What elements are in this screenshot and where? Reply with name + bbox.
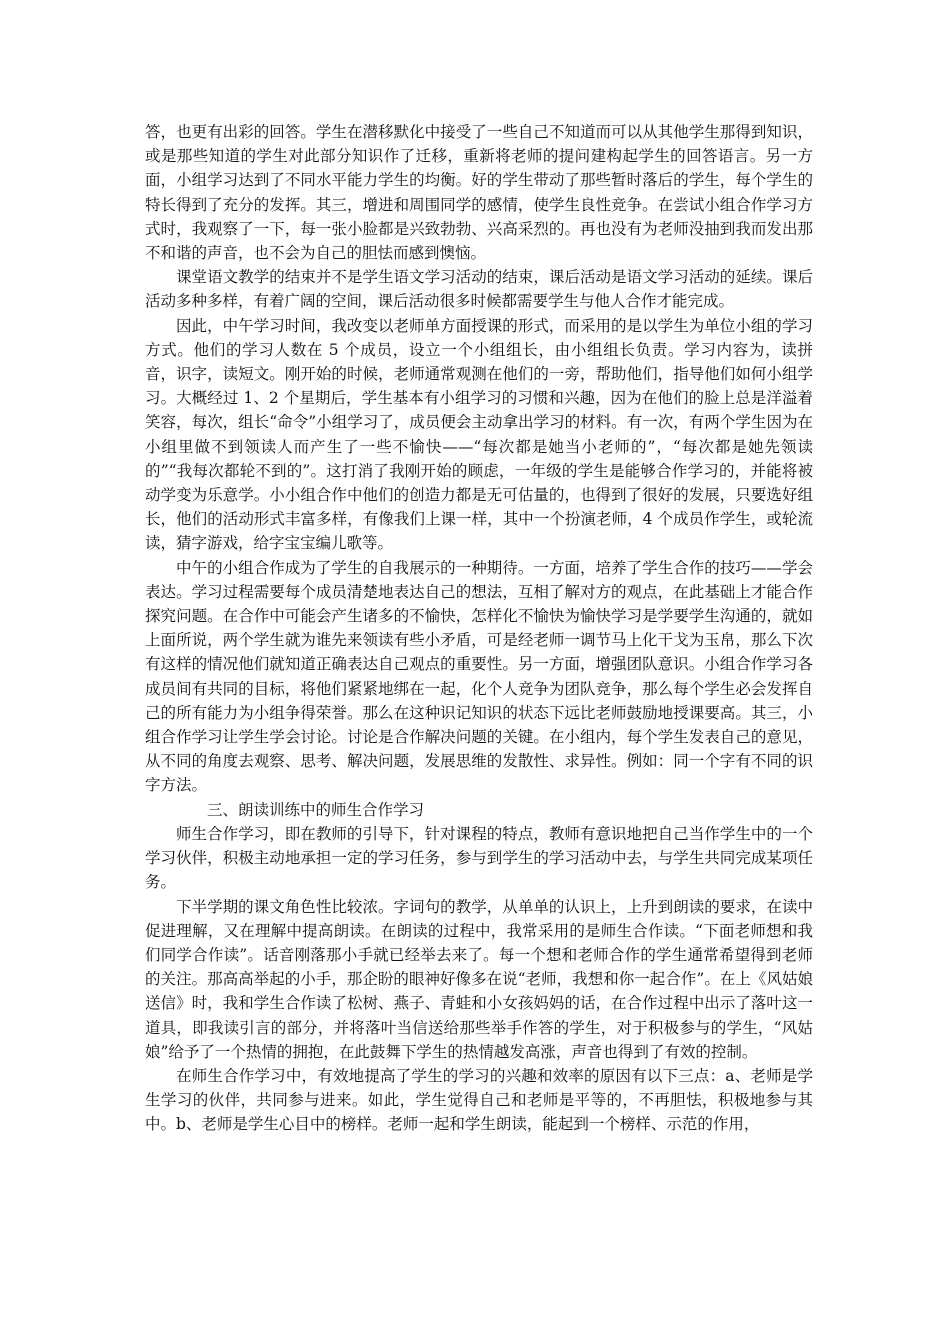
paragraph-teacher-student-cooperation-definition: 师生合作学习，即在教师的引导下，针对课程的特点，教师有意识地把自己当作学生中的一个学习伙伴，积极主动地承担一定的学习任务，参与到学生的学习活动中去，与学生共同完成某项任务。 xyxy=(145,824,813,892)
paragraph-group-cooperation-benefits: 中午的小组合作成为了学生的自我展示的一种期待。一方面，培养了学生合作的技巧——学会表达。学习过程需要每个成员清楚地表达自己的想法，互相了解对方的观点，在此基础上才能合作探究问题。在合作中可能会产生诸多的不愉快，怎样化不愉快为愉快学习是学要学生沟通的，就如上面所说，两个学生就为谁先来领读有些小矛盾，可是经老师一调节马上化干戈为玉帛，那么下次有这样的情况他们就知道正确表达自己观点的重要性。另一方面，增强团队意识。小组合作学习各成员间有共同的目标，将他们紧紧地绑在一起，化个人竞争为团队竞争，那么每个学生必会发挥自己的所有能力为小组争得荣誉。那么在这种识记知识的状态下远比老师鼓励地授课要高。其三，小组合作学习让学生学会讨论。讨论是合作解决问题的关键。在小组内，每个学生发表自己的意见，从不同的角度去观察、思考、解决问题，发展思维的发散性、求异性。例如：同一个字有不同的识字方法。 xyxy=(145,558,813,795)
paragraph-continuation: 答，也更有出彩的回答。学生在潜移默化中接受了一些自己不知道而可以从其他学生那得到知识，或是那些知道的学生对此部分知识作了迁移，重新将老师的提问建构起学生的回答语言。另一方面，小组学习达到了不同水平能力学生的均衡。好的学生带动了那些暂时落后的学生，每个学生的特长得到了充分的发挥。其三，增进和周围同学的感情，使学生良性竞争。在尝试小组合作学习方式时，我观察了一下，每一张小脸都是兴致勃勃、兴高采烈的。再也没有为老师没抽到我而发出那不和谐的声音，也不会为自己的胆怯而感到懊恼。 xyxy=(145,123,813,263)
section-heading-reading-training: 三、朗读训练中的师生合作学习 xyxy=(207,800,425,819)
paragraph-after-class-activities: 课堂语文教学的结束并不是学生语文学习活动的结束，课后活动是语文学习活动的延续。课后活动多种多样，有着广阔的空间，课后活动很多时候都需要学生与他人合作才能完成。 xyxy=(145,268,813,311)
paragraph-noon-group-study: 因此，中午学习时间，我改变以老师单方面授课的形式，而采用的是以学生为单位小组的学习方式。他们的学习人数在 5 个成员，设立一个小组组长，由小组组长负责。学习内容为，读拼音，识字，读短文。刚开始的时候，老师通常观测在他们的一旁，帮助他们，指导他们如何小组学习。大概经过 1、2 个星期后，学生基本有小组学习的习惯和兴趣，因为在他们的脸上总是洋溢着笑容，每次，组长“命令”小组学习了，成员便会主动拿出学习的材料。有一次，有两个学生因为在小组里做不到领读人而产生了一些不愉快——“每次都是她当小老师的”，“每次都是她先领读的”“我每次都轮不到的”。这打消了我刚开始的顾虑，一年级的学生是能够合作学习的，并能将被动学变为乐意学。小小组合作中他们的创造力都是无可估量的，也得到了很好的发展，只要选好组长，他们的活动形式丰富多样，有像我们上课一样，其中一个扮演老师，4 个成员作学生，或轮流读，猜字游戏，给字宝宝编儿歌等。 xyxy=(145,316,813,553)
paragraph-cooperation-reasons: 在师生合作学习中，有效地提高了学生的学习的兴趣和效率的原因有以下三点：a、老师是学生学习的伙伴，共同参与进来。如此，学生觉得自己和老师是平等的，不再胆怯，积极地参与其中。b、老师是学生心目中的榜样。老师一起和学生朗读，能起到一个榜样、示范的作用， xyxy=(145,1066,813,1134)
paragraph-cooperative-reading-example: 下半学期的课文角色性比较浓。字词句的教学，从单单的认识上，上升到朗读的要求，在读中促进理解，又在理解中提高朗读。在朗读的过程中，我常采用的是师生合作读。“下面老师想和我们同学合作读”。话音刚落那小手就已经举去来了。每一个想和老师合作的学生通常希望得到老师的关注。那高高举起的小手，那企盼的眼神好像多在说“老师，我想和你一起合作”。在上《风姑娘送信》时，我和学生合作读了松树、燕子、青蛙和小女孩妈妈的话，在合作过程中出示了落叶这一道具，即我读引言的部分，并将落叶当信送给那些举手作答的学生，对于积极参与的学生，“风姑娘”给予了一个热情的拥抱，在此鼓舞下学生的热情越发高涨，声音也得到了有效的控制。 xyxy=(145,897,813,1061)
document-body xyxy=(145,120,813,1137)
